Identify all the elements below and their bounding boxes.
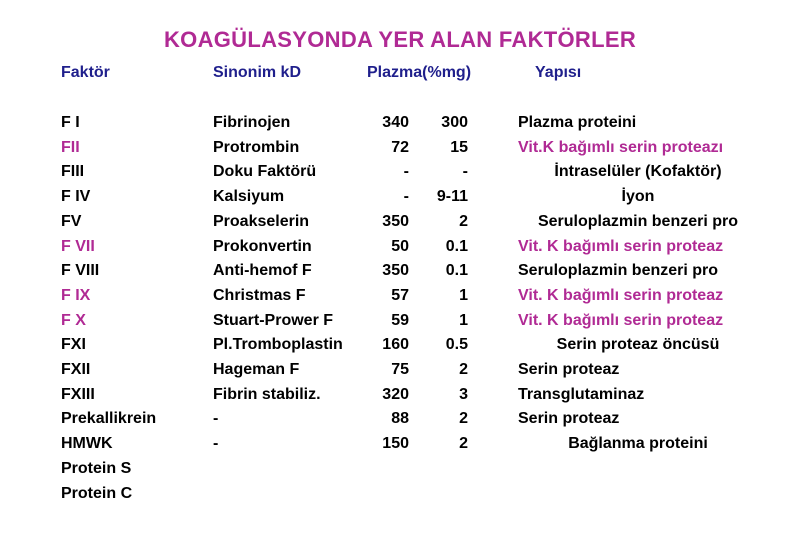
table-row: [0, 139, 800, 163]
factor-name: FXII: [61, 361, 91, 378]
factor-structure: Vit. K bağımlı serin proteaz: [518, 311, 724, 329]
factor-synonym: -: [213, 410, 219, 428]
factor-kd: 57: [391, 286, 409, 304]
factor-name: F X: [61, 311, 86, 329]
factor-kd: 350: [382, 262, 409, 280]
table-row: [0, 262, 800, 286]
factor-kd: 150: [382, 435, 409, 453]
factor-structure: Plazma proteini: [518, 114, 637, 131]
table-row: [0, 163, 800, 187]
slide-title: KOAGÜLASYONDA YER ALAN FAKTÖRLER: [163, 27, 637, 52]
factor-synonym: Christmas F: [213, 286, 306, 304]
table-row: [0, 460, 800, 484]
factor-name: F IX: [61, 286, 91, 304]
factor-plasma: 2: [459, 361, 468, 378]
factor-kd: 350: [382, 212, 409, 230]
factor-kd: 75: [391, 361, 409, 378]
factor-name: F VIII: [61, 262, 100, 280]
factor-kd: -: [403, 163, 409, 181]
factor-synonym: Pl.Tromboplastin: [213, 336, 343, 354]
factor-plasma: 3: [459, 385, 468, 403]
table-row: [0, 410, 800, 434]
table-row: [0, 312, 800, 336]
factor-synonym: Fibrinojen: [213, 114, 291, 131]
factor-structure: Serin proteaz: [518, 361, 620, 378]
factor-plasma: 2: [459, 435, 468, 453]
header-structure: Yapısı: [535, 64, 582, 81]
factor-kd: 72: [391, 138, 409, 156]
factor-structure: Seruloplazmin benzeri pro: [537, 212, 739, 230]
factor-synonym: Anti-hemof F: [213, 262, 312, 280]
factor-plasma: 300: [441, 114, 468, 131]
factor-structure: Bağlanma proteini: [568, 435, 708, 453]
factor-name: F I: [61, 114, 80, 131]
factor-kd: 50: [391, 237, 409, 255]
factor-name: Protein S: [61, 459, 132, 477]
table-row: [0, 485, 800, 509]
header-plasma: Plazma(%mg): [367, 64, 472, 81]
factor-kd: 88: [391, 410, 409, 428]
factor-structure: Serin proteaz: [518, 410, 620, 428]
table-row: [0, 287, 800, 311]
table-row: [0, 361, 800, 385]
factor-synonym: -: [213, 435, 219, 453]
factor-synonym: Fibrin stabiliz.: [213, 385, 321, 403]
table-row: [0, 213, 800, 237]
factor-plasma: 0.1: [445, 237, 468, 255]
factor-structure: Serin proteaz öncüsü: [556, 336, 720, 354]
factor-synonym: Proakselerin: [213, 212, 310, 230]
factor-name: FIII: [61, 163, 85, 181]
factor-plasma: -: [462, 163, 468, 181]
factor-plasma: 1: [459, 311, 468, 329]
factor-synonym: Hageman F: [213, 361, 300, 378]
header-factor: Faktör: [61, 64, 110, 81]
factor-kd: 160: [382, 336, 409, 354]
table-row: [0, 435, 800, 459]
factor-name: F VII: [61, 237, 95, 255]
table-row: [0, 386, 800, 410]
header-synonym-kd: Sinonim kD: [213, 64, 302, 81]
factor-synonym: Protrombin: [213, 138, 300, 156]
factor-synonym: Prokonvertin: [213, 237, 312, 255]
factor-structure: Seruloplazmin benzeri pro: [518, 262, 719, 280]
factor-name: FV: [61, 212, 82, 230]
factor-structure: Vit.K bağımlı serin proteazı: [518, 138, 724, 156]
factor-name: HMWK: [61, 435, 113, 453]
factor-structure: İntraselüler (Kofaktör): [554, 163, 722, 181]
factor-plasma: 2: [459, 410, 468, 428]
table-row: [0, 238, 800, 262]
factor-name: F IV: [61, 188, 91, 206]
factor-structure: Vit. K bağımlı serin proteaz: [518, 237, 724, 255]
factor-plasma: 0.5: [445, 336, 468, 354]
factor-name: Prekallikrein: [61, 410, 157, 428]
table-row: [0, 188, 800, 212]
factor-synonym: Kalsiyum: [213, 188, 285, 206]
factor-plasma: 2: [459, 212, 468, 230]
factor-name: FII: [61, 138, 80, 156]
factor-kd: 59: [391, 311, 409, 329]
factor-plasma: 0.1: [445, 262, 468, 280]
factor-kd: 340: [382, 114, 409, 131]
factor-name: Protein C: [61, 484, 133, 502]
factor-kd: -: [403, 188, 409, 206]
table-row: [0, 336, 800, 360]
factor-name: FXIII: [61, 385, 95, 403]
factor-synonym: Doku Faktörü: [213, 163, 317, 181]
factor-structure: Transglutaminaz: [518, 385, 645, 403]
factor-kd: 320: [382, 385, 409, 403]
factor-plasma: 9-11: [436, 188, 468, 206]
factor-name: FXI: [61, 336, 86, 354]
factor-structure: İyon: [621, 188, 655, 206]
factor-synonym: Stuart-Prower F: [213, 311, 334, 329]
table-row: [0, 114, 800, 138]
factor-plasma: 15: [450, 138, 468, 156]
factor-plasma: 1: [459, 286, 468, 304]
factor-structure: Vit. K bağımlı serin proteaz: [518, 286, 724, 304]
